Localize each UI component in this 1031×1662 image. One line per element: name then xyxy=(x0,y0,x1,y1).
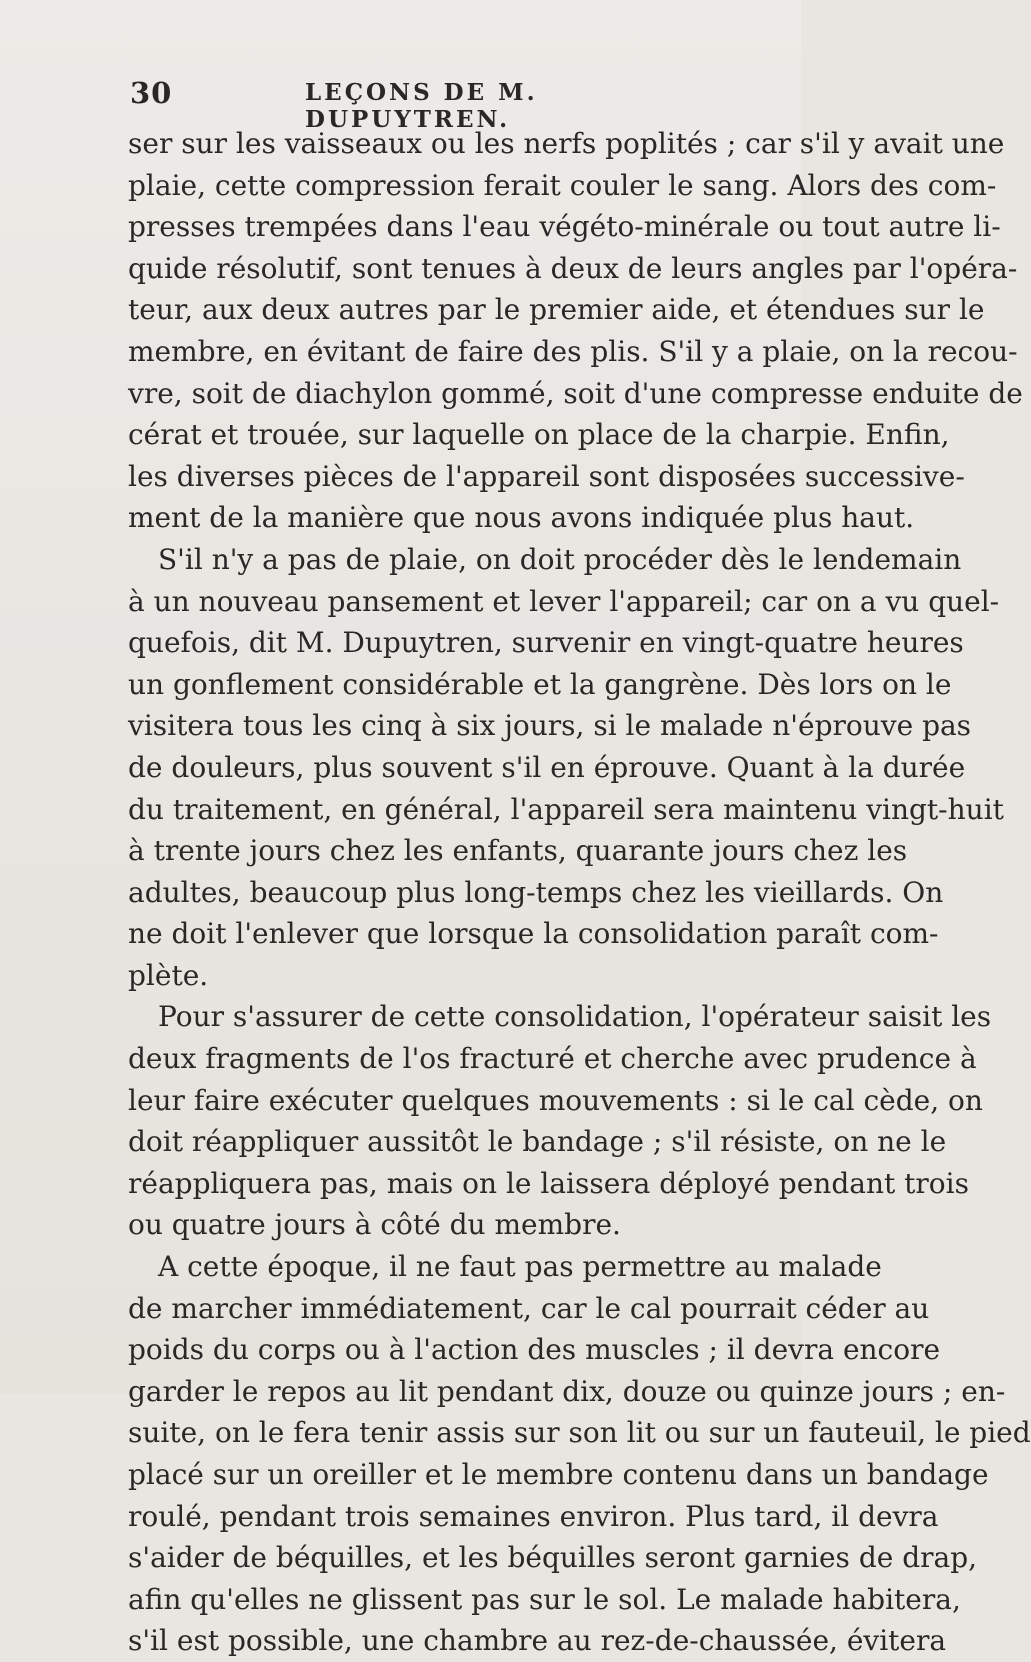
text-line: un gonflement considérable et la gangrène. Dès lors on le xyxy=(128,667,952,701)
text-line: membre, en évitant de faire des plis. S'il y a plaie, on la recou- xyxy=(128,334,1018,368)
text-line: afin qu'elles ne glissent pas sur le sol. Le malade habitera, xyxy=(128,1582,961,1616)
text-line: roulé, pendant trois semaines environ. Plus tard, il devra xyxy=(128,1499,939,1533)
text-line: doit réappliquer aussitôt le bandage ; s'il résiste, on ne le xyxy=(128,1125,947,1159)
paragraph-start-line: Pour s'assurer de cette consolidation, l'opérateur saisit les xyxy=(158,1000,992,1034)
text-line: quide résolutif, sont tenues à deux de leurs angles par l'opéra- xyxy=(128,251,1018,285)
text-line: de marcher immédiatement, car le cal pourrait céder au xyxy=(128,1291,930,1325)
text-line: suite, on le fera tenir assis sur son lit ou sur un fauteuil, le pied xyxy=(128,1416,1031,1450)
text-line: garder le repos au lit pendant dix, douze ou quinze jours ; en- xyxy=(128,1374,1006,1408)
text-line: réappliquera pas, mais on le laissera déployé pendant trois xyxy=(128,1166,969,1200)
text-line: quefois, dit M. Dupuytren, survenir en vingt-quatre heures xyxy=(128,626,964,660)
text-line: vre, soit de diachylon gommé, soit d'une compresse enduite de xyxy=(128,376,1023,410)
paragraph-start-line: S'il n'y a pas de plaie, on doit procéder dès le lendemain xyxy=(158,542,962,576)
text-line: ser sur les vaisseaux ou les nerfs poplités ; car s'il y avait une xyxy=(128,127,1005,160)
text-line: teur, aux deux autres par le premier aide, et étendues sur le xyxy=(128,293,985,327)
text-line: deux fragments de l'os fracturé et cherche avec prudence à xyxy=(128,1042,977,1076)
text-line: du traitement, en général, l'appareil sera maintenu vingt-huit xyxy=(128,792,1004,826)
text-line: s'aider de béquilles, et les béquilles seront garnies de drap, xyxy=(128,1541,978,1575)
text-line: plète. xyxy=(128,958,209,992)
paragraph-start-line: A cette époque, il ne faut pas permettre au malade xyxy=(158,1250,882,1284)
text-line: leur faire exécuter quelques mouvements : si le cal cède, on xyxy=(128,1083,983,1117)
text-line: à trente jours chez les enfants, quarante jours chez les xyxy=(128,834,908,868)
text-line: visitera tous les cinq à six jours, si le malade n'éprouve pas xyxy=(128,709,972,743)
text-line: de douleurs, plus souvent s'il en éprouve. Quant à la durée xyxy=(128,750,966,784)
text-line: s'il est possible, une chambre au rez-de-chaussée, évitera xyxy=(128,1624,947,1658)
body-text xyxy=(128,123,1031,1662)
page-number: 30 xyxy=(130,76,173,110)
text-line: ne doit l'enlever que lorsque la consolidation paraît com- xyxy=(128,917,939,951)
page-header xyxy=(130,76,750,133)
text-line: ou quatre jours à côté du membre. xyxy=(128,1208,621,1242)
text-line: les diverses pièces de l'appareil sont disposées successive- xyxy=(128,459,965,493)
text-line: cérat et trouée, sur laquelle on place de la charpie. Enfin, xyxy=(128,418,950,452)
text-line: à un nouveau pansement et lever l'appareil; car on a vu quel- xyxy=(128,584,1000,618)
text-line: adultes, beaucoup plus long-temps chez les vieillards. On xyxy=(128,875,944,909)
text-line: placé sur un oreiller et le membre contenu dans un bandage xyxy=(128,1458,989,1491)
text-line: poids du corps ou à l'action des muscles ; il devra encore xyxy=(128,1333,941,1367)
running-head: LEÇONS DE M. DUPUYTREN. xyxy=(305,79,538,133)
text-line: plaie, cette compression ferait couler le sang. Alors des com- xyxy=(128,168,997,202)
text-line: ment de la manière que nous avons indiquée plus haut. xyxy=(128,501,915,535)
text-line: presses trempées dans l'eau végéto-minérale ou tout autre li- xyxy=(128,210,1001,244)
